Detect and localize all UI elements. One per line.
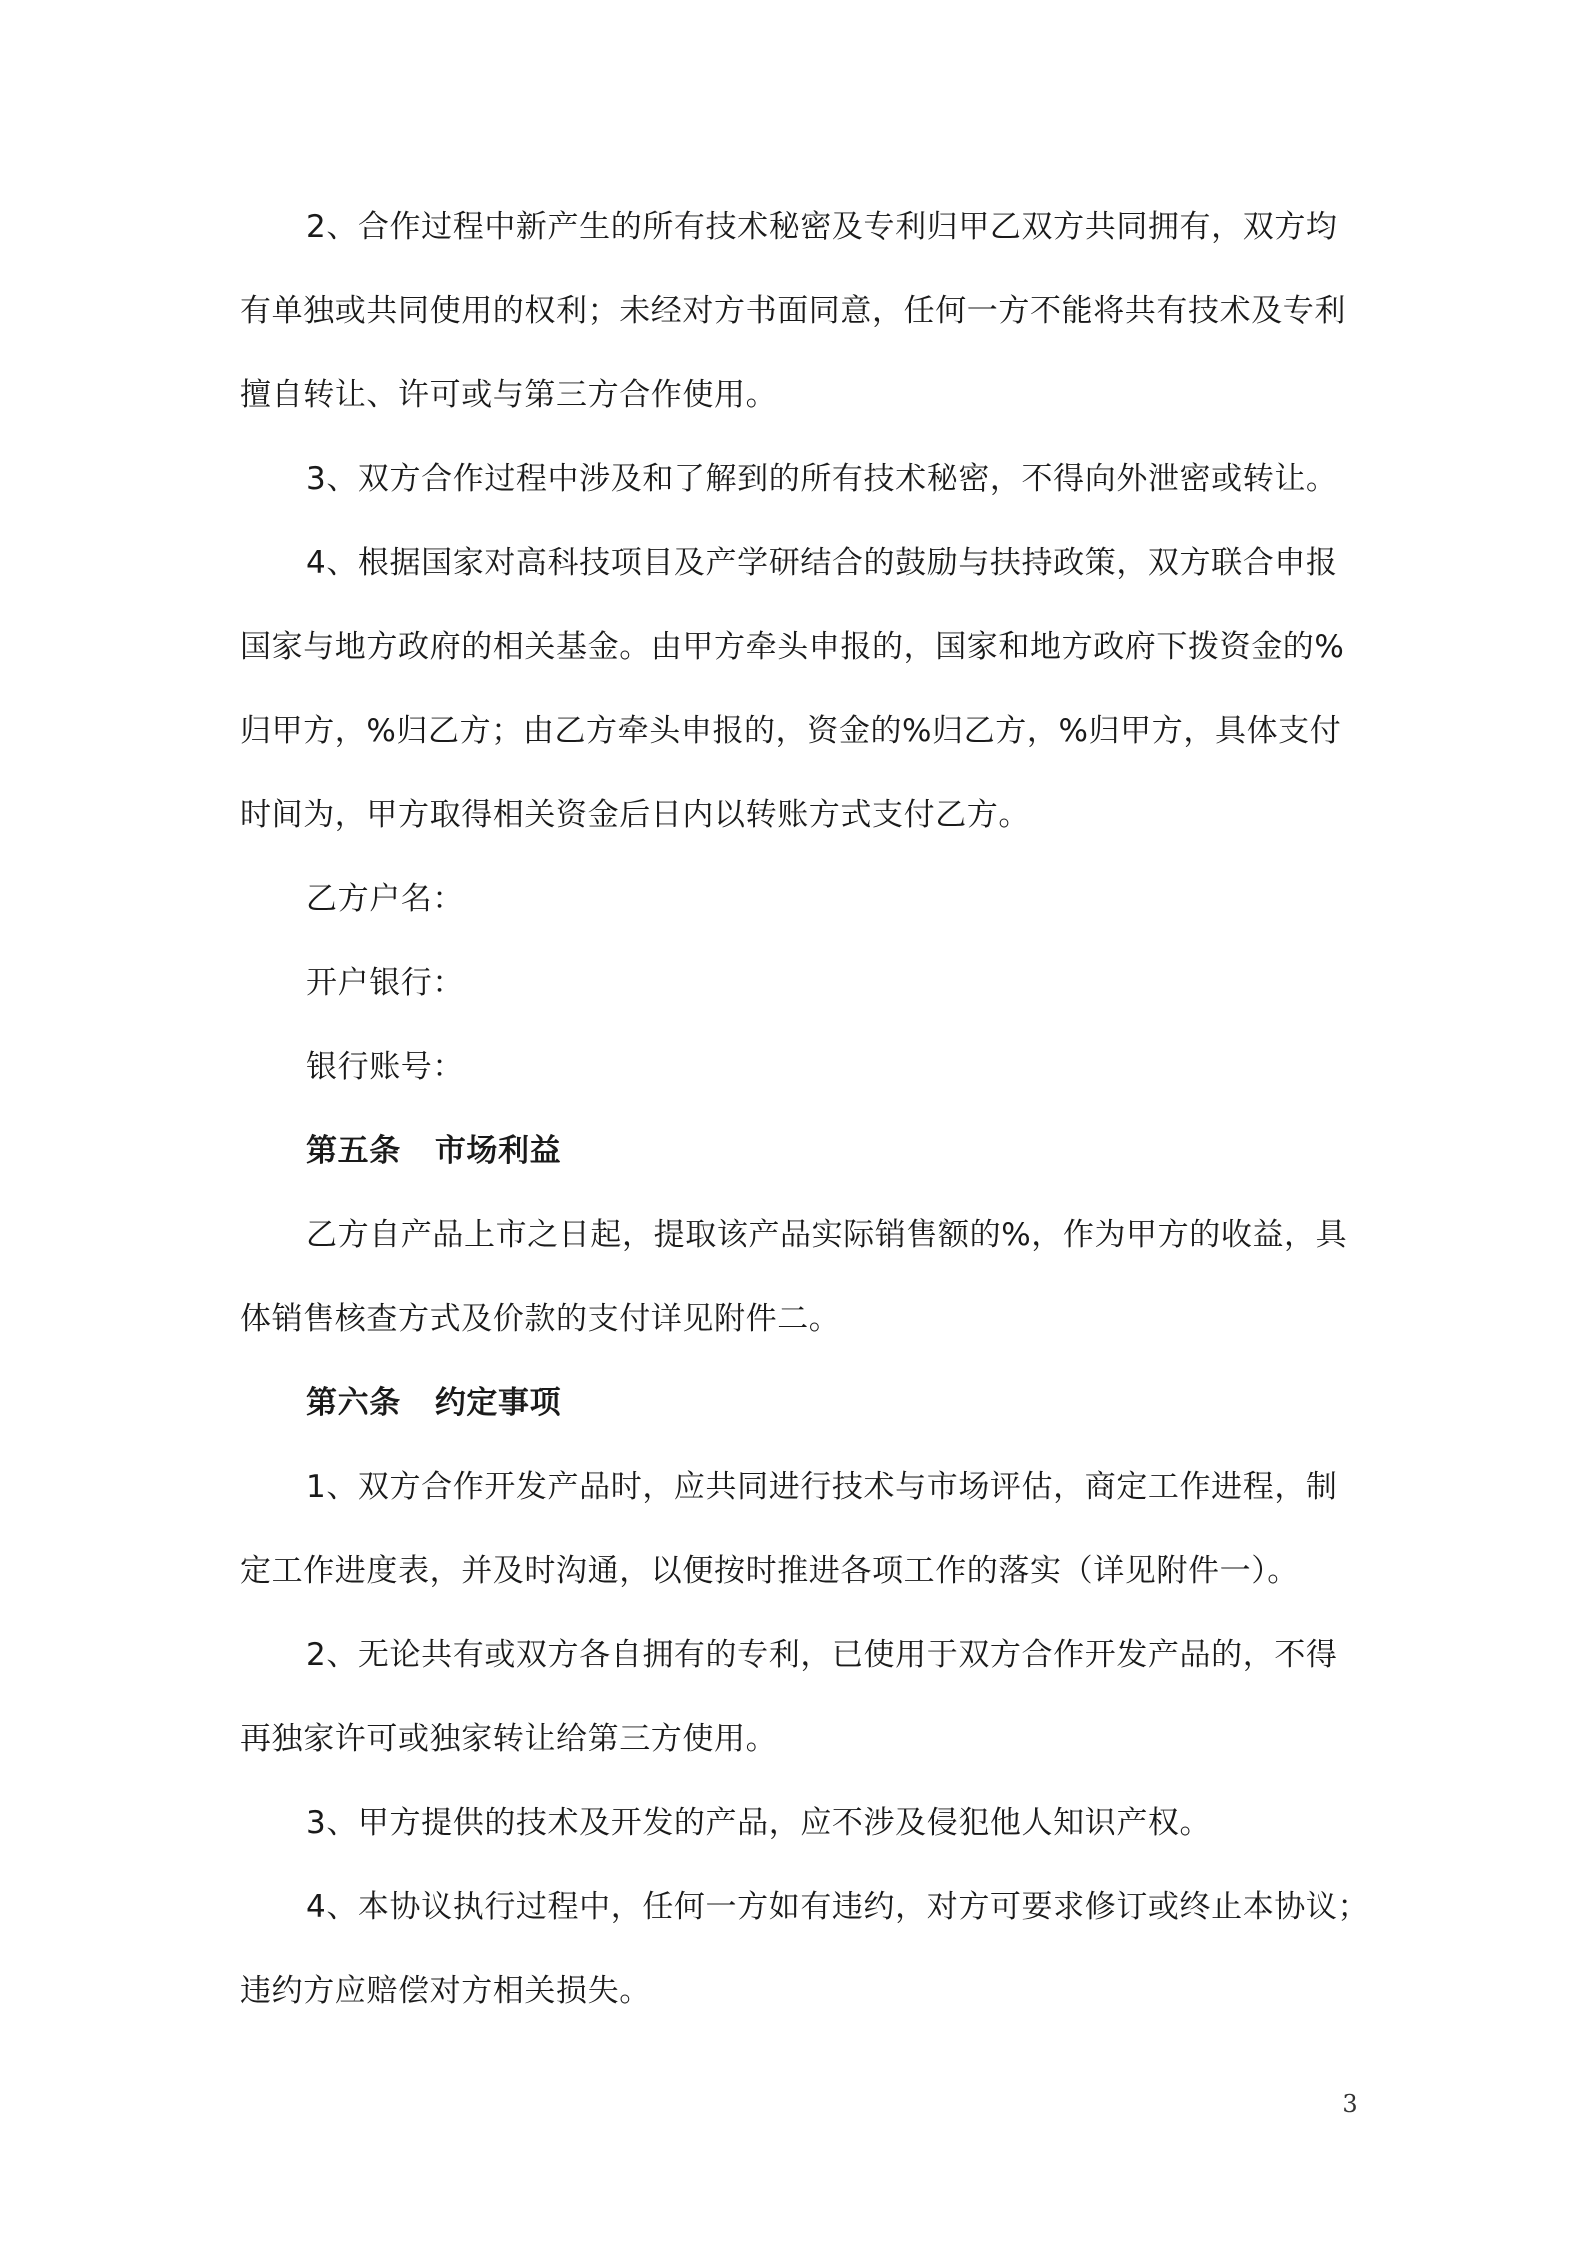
article-5-title: 市场利益 (434, 1133, 562, 1169)
article-6-number: 第六条 (306, 1385, 401, 1421)
paragraph-line: 3、甲方提供的技术及开发的产品，应不涉及侵犯他人知识产权。 (306, 1805, 1212, 1841)
account-number-label: 银行账号： (306, 1049, 464, 1085)
paragraph-line: 4、根据国家对高科技项目及产学研结合的鼓励与扶持政策，双方联合申报 (306, 545, 1338, 581)
bank-name-label: 开户银行： (306, 965, 464, 1001)
paragraph-line: 1、双方合作开发产品时，应共同进行技术与市场评估，商定工作进程，制 (306, 1469, 1338, 1505)
paragraph-line: 2、无论共有或双方各自拥有的专利，已使用于双方合作开发产品的，不得 (306, 1637, 1338, 1673)
paragraph-line: 乙方自产品上市之日起，提取该产品实际销售额的%，作为甲方的收益，具 (306, 1217, 1348, 1253)
article-5-number: 第五条 (306, 1133, 401, 1169)
paragraph-line: 国家与地方政府的相关基金。由甲方牵头申报的，国家和地方政府下拨资金的% (240, 629, 1345, 665)
paragraph-line: 4、本协议执行过程中，任何一方如有违约，对方可要求修订或终止本协议； (306, 1889, 1370, 1925)
paragraph-line: 有单独或共同使用的权利；未经对方书面同意，任何一方不能将共有技术及专利 (240, 293, 1346, 329)
page-number: 3 (1342, 2090, 1358, 2118)
paragraph-line: 再独家许可或独家转让给第三方使用。 (240, 1721, 778, 1757)
paragraph-line: 违约方应赔偿对方相关损失。 (240, 1973, 651, 2009)
paragraph-line: 归甲方，%归乙方；由乙方牵头申报的，资金的%归乙方，%归甲方，具体支付 (240, 713, 1342, 749)
paragraph-line: 时间为，甲方取得相关资金后日内以转账方式支付乙方。 (240, 797, 1030, 833)
article-5-heading (240, 1109, 1345, 1193)
paragraph-line: 2、合作过程中新产生的所有技术秘密及专利归甲乙双方共同拥有，双方均 (306, 209, 1338, 245)
account-name-label: 乙方户名： (306, 881, 464, 917)
paragraph-line: 3、双方合作过程中涉及和了解到的所有技术秘密，不得向外泄密或转让。 (306, 461, 1338, 497)
paragraph-line: 擅自转让、许可或与第三方合作使用。 (240, 377, 778, 413)
article-6-heading (240, 1361, 1345, 1445)
document-body (240, 185, 1370, 2033)
article-6-title: 约定事项 (434, 1385, 562, 1421)
paragraph-line: 定工作进度表，并及时沟通，以便按时推进各项工作的落实（详见附件一）。 (240, 1553, 1299, 1589)
paragraph-line: 体销售核查方式及价款的支付详见附件二。 (240, 1301, 841, 1337)
